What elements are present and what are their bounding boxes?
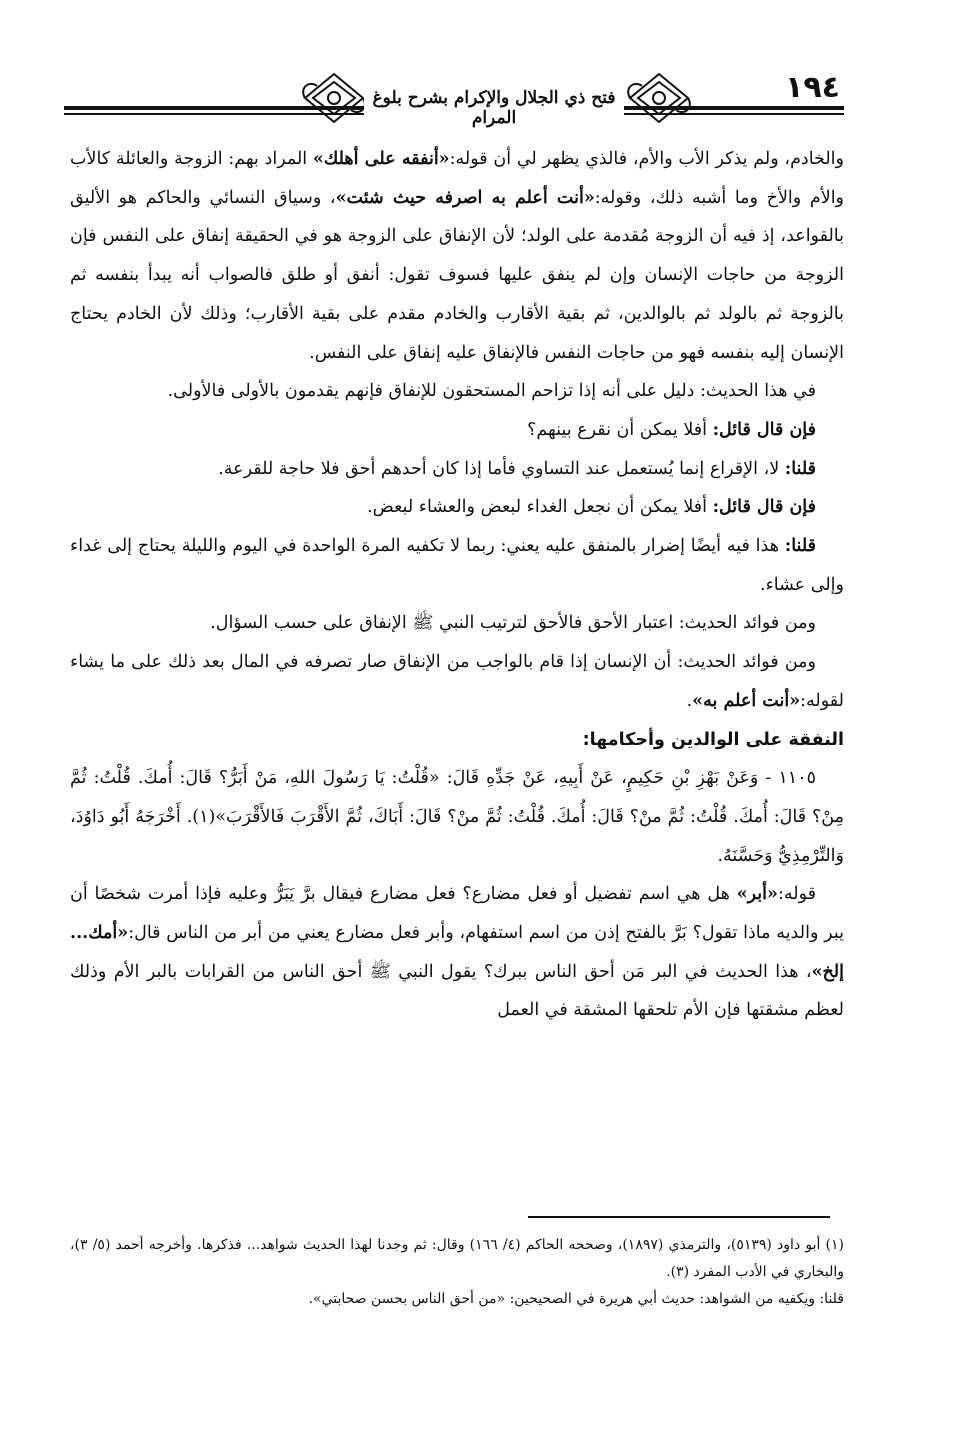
book-title: فتح ذي الجلال والإكرام بشرح بلوغ المرام xyxy=(364,88,624,128)
answer-label: قلنا: xyxy=(784,536,816,557)
text-span: أفلا يمكن أن نجعل الغداء لبعض والعشاء لبعض. xyxy=(367,497,713,518)
paragraph-3 xyxy=(70,411,844,450)
paragraph-9 xyxy=(70,875,844,1030)
page-header xyxy=(64,64,844,128)
paragraph-6 xyxy=(70,527,844,604)
quote-span: «أبر» xyxy=(736,884,778,905)
footnote-2: قلنا: ويكفيه من الشواهد: حديث أبي هريرة في الصحيحين: «من أحق الناس بحسن صحابتي». xyxy=(308,1291,844,1307)
quote-span: «أنت أعلم به اصرفه حيث شئت» xyxy=(335,187,595,208)
text-span: ، هذا الحديث في البر مَن أحق الناس ببرك؟ يقول النبي ﷺ أحق الناس من القرابات بالبر الأم وذلك لعظم مشقتها فإن الأم تلحقها المشقة في العمل xyxy=(70,961,844,1021)
text-span: والخادم، ولم يذكر الأب والأم، فالذي يظهر لي أن قوله: xyxy=(449,149,844,169)
section-heading: النفقة على الوالدين وأحكامها: xyxy=(582,729,844,750)
text-span: ومن فوائد الحديث: أن الإنسان إذا قام بالواجب من الإنفاق صار تصرفه في المال بعد ذلك على ما يشاء لقوله: xyxy=(70,652,844,711)
page-number: ١٩٤ xyxy=(781,70,844,105)
paragraph-2: في هذا الحديث: دليل على أنه إذا تزاحم المستحقون للإنفاق فإنهم يقدمون بالأولى فالأولى. xyxy=(167,381,816,402)
ornament-right-icon xyxy=(624,70,694,126)
text-span: لا، الإقراع إنما يُستعمل عند التساوي فأما إذا كان أحدهم أحق فلا حاجة للقرعة. xyxy=(218,458,785,479)
text-span: هذا فيه أيضًا إضرار بالمنفق عليه يعني: ربما لا تكفيه المرة الواحدة في اليوم والليلة يحتاج إلى غداء وإلى عشاء. xyxy=(70,536,844,595)
main-text xyxy=(70,140,844,1030)
quote-span: «أمك... إلخ» xyxy=(70,923,844,982)
paragraph-4 xyxy=(70,450,844,489)
text-span: . xyxy=(686,690,693,711)
text-span: قوله: xyxy=(777,884,816,905)
footnotes xyxy=(70,1232,844,1313)
hadith-text: ١١٠٥ - وَعَنْ بَهْزِ بْنِ حَكِيمٍ، عَنْ أَبِيهِ، عَنْ جَدِّهِ قَالَ: «قُلْتُ: يَا رَسُولَ اللهِ، مَنْ أَبَرُّ؟ قَالَ: أُمكَ. قُلْتُ: ثُمَّ مِنْ؟ قَالَ: أُمكَ. قُلْتُ: ثُمَّ منْ؟ قَالَ: أُمكَ. قُلْتُ: ثُمَّ منْ؟ قَالَ: أَبَاكَ، ثُمَّ الأَقْرَبَ فَالأَقْرَبَ»(١). أَخْرَجَهُ أَبُو دَاوُدَ، وَالتِّرْمِذِيُّ وَحَسَّنَهُ. xyxy=(70,768,844,866)
answer-label: قلنا: xyxy=(784,458,816,479)
text-span: هل هي اسم تفضيل أو فعل مضارع؟ فعل مضارع فيقال برَّ يَبَرُّ وعليه فإذا أمرت شخصًا أن يبر والديه ماذا تقول؟ بَرَّ بالفتح إذن من اسم استفهام، وأبر فعل مضارع يعني من أبر من الناس قال: xyxy=(70,884,844,944)
footnote-separator xyxy=(528,1216,830,1218)
text-span: ، وسياق النسائي والحاكم هو الأليق بالقواعد، إذ فيه أن الزوجة مُقدمة على الولد؛ لأن الإنفاق على الزوجة هو في الحقيقة إنفاق على النفس فإن الزوجة من حاجات الإنسان وإن لم ينفق عليها فسوف تقول: أنفق أو طلق فالصواب أنه يبدأ بنفسه ثم بالزوجة ثم بالولد ثم بالوالدين، ثم بقية الأقارب والخادم مقدم على بقية الأقارب؛ وذلك لأن الخادم يحتاج الإنسان إليه بنفسه فهو من حاجات النفس فالإنفاق عليه إنفاق على النفس. xyxy=(70,187,844,363)
question-label: فإن قال قائل: xyxy=(712,419,816,440)
paragraph-5 xyxy=(70,488,844,527)
ornament-left-icon xyxy=(299,70,369,126)
quote-span: «أنفقه على أهلك» xyxy=(312,149,450,169)
paragraph-7: ومن فوائد الحديث: اعتبار الأحق فالأحق لترتيب النبي ﷺ الإنفاق على حسب السؤال. xyxy=(210,613,816,634)
paragraph-1 xyxy=(70,140,844,372)
paragraph-8 xyxy=(70,643,844,720)
text-span: أفلا يمكن أن نقرع بينهم؟ xyxy=(527,419,713,440)
footnote-1: (١) أبو داود (٥١٣٩)، والترمذي (١٨٩٧)، وصححه الحاكم (٤/ ١٦٦) وقال: ثم وجدنا لهذا الحديث شواهد... فذكرها. وأخرجه أحمد (٥/ ٣)، والبخاري في الأدب المفرد (٣). xyxy=(70,1237,845,1280)
question-label: فإن قال قائل: xyxy=(712,497,816,518)
quote-span: «أنت أعلم به» xyxy=(692,690,801,711)
text-span: المراد بهم: الزوجة والعائلة كالأب والأم والأخ وما أشبه ذلك، وقوله: xyxy=(70,149,845,208)
